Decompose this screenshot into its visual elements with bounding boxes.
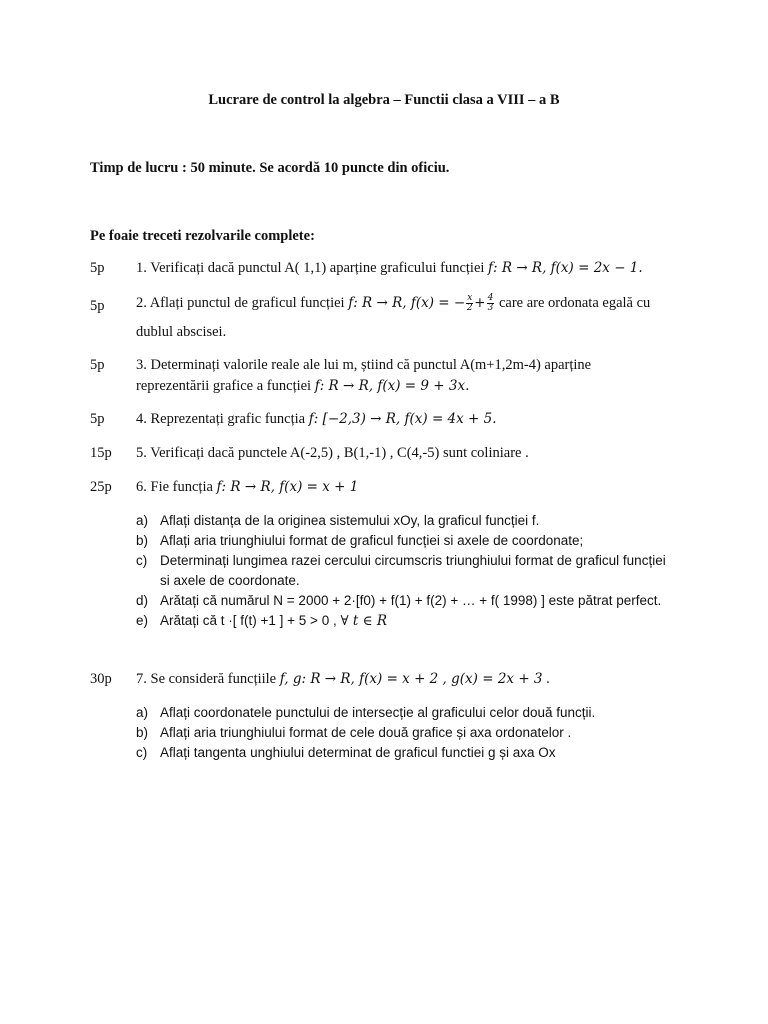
problem-6-subitems: [136, 511, 676, 631]
problem-2-text-after: care are ordonata egală cu: [498, 294, 651, 311]
problem-5-text: 5. Verificați dacă punctele A(-2,5) , B(1,-1) , C(4,-5) sunt coliniare .: [136, 445, 529, 461]
problem-6-text: 6. Fie funcția: [136, 479, 213, 495]
problem-3-line-2-text: reprezentării grafice a funcției: [136, 378, 312, 394]
problem-2-points: 5p: [90, 298, 105, 314]
problem-6-formula: f: R → R, f(x) = x + 1: [216, 479, 359, 495]
problem-1-text: 1. Verificați dacă punctul A( 1,1) aparține graficului funcției: [136, 260, 485, 276]
list-item: a) Aflați coordonatele punctului de intersecție al graficului celor două funcții.: [136, 705, 596, 720]
problem-1-formula: f: R → R, f(x) = 2x − 1.: [488, 260, 643, 276]
problem-1: [136, 260, 643, 277]
problem-2-text: 2. Aflați punctul de graficul funcției: [136, 294, 345, 311]
problem-4-formula: f: [−2,3) → R, f(x) = 4x + 5.: [308, 411, 497, 427]
problem-6e-formula: ∀ t ∈ R: [340, 613, 388, 629]
problem-2-formula-pre: f: R → R, f(x) = −: [348, 294, 466, 311]
list-item: c) Aflați tangenta unghiului determinat de graficul functiei g și axa Ox: [136, 745, 556, 760]
list-item: e) Arătați că t ·[ f(t) +1 ] + 5 > 0 , ∀ t ∈ R: [136, 613, 388, 629]
problem-6-points: 25p: [90, 479, 112, 495]
problem-7-points: 30p: [90, 671, 112, 687]
problem-3-line-2: [136, 378, 469, 395]
problem-4-points: 5p: [90, 411, 105, 427]
list-item: d) Arătați că numărul N = 2000 + 2·[f0) + f(1) + f(2) + … + f( 1998) ] este pătrat perfect.: [136, 593, 662, 608]
problem-2-line-2: dublul abscisei.: [136, 324, 227, 340]
problem-5-points: 15p: [90, 445, 112, 461]
problem-3-text: 3. Determinați valorile reale ale lui m, știind că punctul A(m+1,2m-4) aparține: [136, 357, 592, 373]
time-notice: Timp de lucru : 50 minute. Se acordă 10 puncte din oficiu.: [90, 160, 450, 176]
problem-1-points: 5p: [90, 260, 105, 276]
problem-3-points: 5p: [90, 357, 105, 373]
problem-6: [136, 479, 358, 496]
instructions: Pe foaie treceti rezolvarile complete:: [90, 228, 315, 244]
problem-7-text-after: .: [546, 671, 550, 687]
problem-2-fraction-2: $\frac{4}{3}$: [487, 293, 494, 313]
problem-7-subitems: [136, 703, 696, 763]
problem-7: [136, 671, 550, 688]
problem-7-text: 7. Se consideră funcțiile: [136, 671, 277, 687]
problem-4: [136, 411, 497, 428]
problem-3-formula: f: R → R, f(x) = 9 + 3x.: [314, 378, 470, 394]
problem-2: [136, 294, 650, 313]
problem-2-formula-mid: +: [474, 294, 486, 311]
list-item: c) Determinați lungimea razei cercului circumscris triunghiului format de graficul funcției si axele de coordonate.: [136, 553, 666, 588]
problem-4-text: 4. Reprezentați grafic funcția: [136, 411, 306, 427]
list-item: a) Aflați distanța de la originea sistemului xOy, la graficul funcției f.: [136, 513, 540, 528]
problem-2-fraction-1: $\frac{x}{2}$: [466, 293, 473, 313]
list-item: b) Aflați aria triunghiului format de cele două grafice și axa ordonatelor .: [136, 725, 572, 740]
list-item: b) Aflați aria triunghiului format de graficul funcției si axele de coordonate;: [136, 533, 584, 548]
page-title: Lucrare de control la algebra – Functii clasa a VIII – a B: [208, 92, 560, 108]
problem-7-formula: f, g: R → R, f(x) = x + 2 , g(x) = 2x + 3: [279, 671, 543, 687]
